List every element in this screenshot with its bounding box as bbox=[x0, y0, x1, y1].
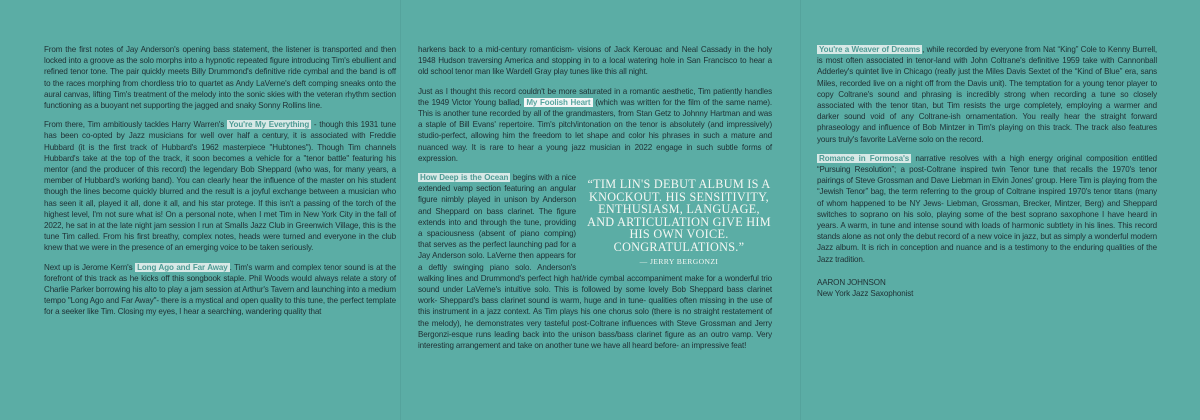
paragraph-text: harkens back to a mid-century romanticism- visions of Jack Kerouac and Neal Cassady in the holy 1948 Hudson traversing America and stopping in to a local watering hole in San Francisco to hear a old school tenor man like Wardell Gray play tunes like this all night. bbox=[418, 45, 772, 77]
liner-notes-column-3 bbox=[817, 44, 1157, 299]
song-title-tag: You're My Everything bbox=[228, 120, 310, 130]
paragraph-text: From the first notes of Jay Anderson's opening bass statement, the listener is transported and then locked into a groove as the solo morphs into a hypnotic repeated figure introducing Tim's ebullient and refined tenor tone. The pair quickly meets Billy Drummond's definitive ride cymbal and the band is off to the races morphing from chordless trio to quartet as Andy LaVerne's deft comping sneaks onto the aural canvas, lifting Tim's treatment of the melody into the sonic skies with the veteran rhythm section functioning as a buoyant net supporting the jagged and snaky Sonny Rollins line. bbox=[44, 45, 396, 111]
paragraph-text: Just as I thought this record couldn't be more saturated in a romantic aesthetic, Tim patiently handles the 1949 Victor Young ballad, bbox=[418, 86, 772, 107]
liner-notes-column-2 bbox=[418, 44, 772, 351]
paragraph-text: narrative resolves with a high energy original composition entitled “Pursuing Resolution”; a post-Coltrane inspired twin Tenor tune that recalls the 1970's tenor pairings of Steve Grossman and Dave Liebman in Elvin Jones' group. Here Tim is playing from the “Jewish Tenor” bag, the term referring to the group of Coltrane inspired 1970's tenor titans (many of whom happened to be NY Jews- Liebman, Grossman, Brecker, Mintzer, Berg) and Sheppard switches to soprano on his solo, playing some of the best soprano saxophone I have heard in years. A warm, in tune and intense sound with loads of harmonic subtlety in his lines. This record stands alone as not only the debut record of a new voice in jazz, but as simply a wonderful modern Jazz album. It is rich in conception and nuance and is a testimony to the enduring qualities of the Jazz tradition. bbox=[817, 153, 1157, 264]
paragraph bbox=[418, 44, 772, 78]
paragraph bbox=[44, 262, 396, 318]
paragraph bbox=[418, 86, 772, 164]
author-name: AARON JOHNSON bbox=[817, 277, 886, 287]
song-title-tag: Romance in Formosa's bbox=[819, 153, 910, 163]
paragraph-text: - though this 1931 tune has been co-opted by Jazz musicians for well over half a century, it is associated with Freddie Hubbard (it is the first track of Hubbard's 1962 masterpiece "Hubtones"). Though Tim channels Hubbard's take at the top of the track, it soon becomes a vehicle for a "tenor battle" featuring his mentor (and the producer of this record) the legendary Bob Sheppard (who was, for many years, a member of Hubbard's working band). You can clearly hear the influence of the master on his student though the lines become quickly blurred and the result is a joyful exchange between a musician who has seen it all, played it all, done it all, and his star protege. If this isn't a passing of the torch of the highest level, I'm not sure what is! On a personal note, when I met Tim in New York City in the fall of 2022, he sat in at the late night jam session I run at Smalls Jazz Club in Greenwich Village, this is the tune Tim called. From his first breathy, complex notes, heads were turned and everyone in the club knew that we were in the presence of an emerging voice to be taken seriously. bbox=[44, 120, 396, 253]
pull-quote-text: “TIM LIN'S DEBUT ALBUM IS A KNOCKOUT. HIS SENSITIVITY, ENTHUSIASM, LANGUAGE, AND ARTICULATION GIVE HIM HIS OWN VOICE. CONGRATULATIONS.” bbox=[587, 177, 771, 254]
song-title-tag: Long Ago and Far Away bbox=[137, 262, 228, 272]
liner-notes-column-1 bbox=[44, 44, 396, 318]
paragraph bbox=[44, 119, 396, 253]
paragraph-text: (which was written for the film of the same name). This is another tune recorded by all of the grandmasters, from Stan Getz to Johnny Hartman and was a staple of Bill Evans' repertoire. Tim's pitch/intonation on the tenor is absolutely (and impressively) studio-perfect, allowing him the freedom to let shape and color his phrases in such a mature and nuanced way. It is rare to hear a young jazz musician in 2022 engage in such subtle forms of expression. bbox=[418, 97, 772, 163]
author-title: New York Jazz Saxophonist bbox=[817, 288, 914, 298]
pull-quote-attribution: — JERRY BERGONZI bbox=[639, 256, 719, 266]
panel-fold-left bbox=[400, 0, 401, 420]
author-signature bbox=[817, 277, 1157, 299]
paragraph-with-pull-quote bbox=[418, 172, 772, 351]
paragraph-text: Next up is Jerome Kern's bbox=[44, 262, 136, 272]
paragraph-text: begins with a nice extended vamp section featuring an angular figure nimbly played in unison by Anderson and Sheppard on bass clarinet. The figure extends into and through the tune, providing a spaciousness (absent of piano comping) that serves as the perfect launching pad for a Jay Anderson solo. LaVerne then appears for a deftly swinging piano solo. Anderson's walking lines and Drummond's perfect high hat/ride cymbal accompaniment make for a wonderful trio sound under LaVerne's intuitive solo. This is followed by some lovely Bob Sheppard bass clarinet work- Sheppard's bass clarinet sound is warm, huge and in tune- qualities often missing in the use of this instrument in a jazz context. As Tim plays his one chorus solo (there is no straight restatement of the melody), he demonstrates very tasteful post-Coltrane influences with Steve Grossman and Jerry Bergonzi-esque runs leading back into the unison bass/bass clarinet figure as an outro vamp. Very interesting arrangement and take on another tune we have all heard before- an impressive feat! bbox=[418, 173, 772, 351]
panel-fold-right bbox=[800, 0, 801, 420]
song-title-tag: My Foolish Heart bbox=[526, 97, 591, 107]
pull-quote bbox=[586, 178, 772, 267]
paragraph-text: . Tim's warm and complex tenor sound is at the forefront of this track as he kicks off this songbook staple. Phil Woods would always relate a story of Charlie Parker borrowing his alto to play a jam session at Arthur's Tavern and launching into a medium tempo "Long Ago and Far Away"- there is a mystical and open quality to this tune, the perfect template for a seeker like Tim. Closing my eyes, I hear a searching, wandering quality that bbox=[44, 262, 396, 317]
paragraph bbox=[817, 44, 1157, 145]
song-title-tag: How Deep is the Ocean bbox=[420, 173, 509, 183]
paragraph bbox=[817, 153, 1157, 265]
song-title-tag: You're a Weaver of Dreams bbox=[819, 45, 921, 54]
paragraph bbox=[44, 44, 396, 111]
paragraph-text: , while recorded by everyone from Nat “King” Cole to Kenny Burrell, is most often associated in tenor-land with John Coltrane's definitive 1959 take with Cannonball Adderley's quintet live in Chicago (really just the Miles Davis Sextet of the “Kind of Blue” era, sans Miles, recorded live on a night off from the Davis unit). The temptation for a young tenor player to copy Coltrane's sound and phrasing is incredibly strong when recording a tune so closely associated with the tenor titan, but Tim resists the urge completely, employing a warmer and darker sound void of any Coltrane-ish ornamentation. You really hear the straight forward phraseology and influence of Bob Mintzer in Tim's playing on this track. The track also features yours truly's favorite LaVerne solo on the record. bbox=[817, 45, 1158, 144]
paragraph-text: From there, Tim ambitiously tackles Harry Warren's bbox=[44, 120, 227, 130]
